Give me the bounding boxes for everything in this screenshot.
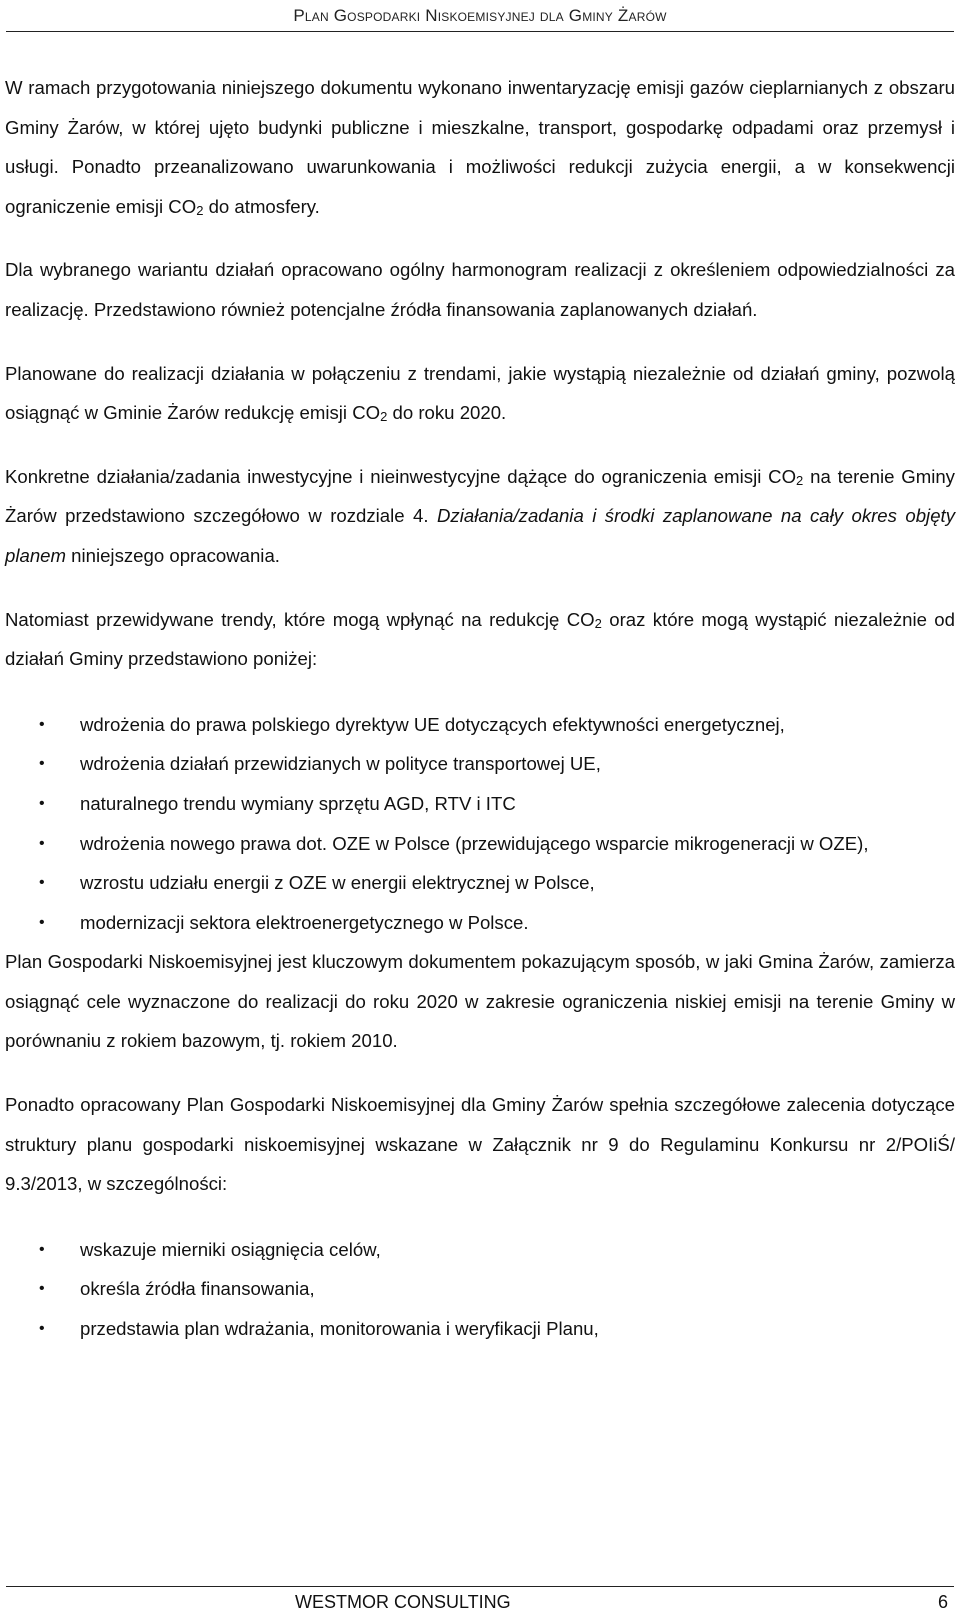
list-item: • wdrożenia działań przewidzianych w polityce transportowej UE, xyxy=(5,744,955,784)
list-item: • określa źródła finansowania, xyxy=(5,1269,955,1309)
list-item: • naturalnego trendu wymiany sprzętu AGD, RTV i ITC xyxy=(5,784,955,824)
paragraph-trends: Natomiast przewidywane trendy, które mogą wpłynąć na redukcję $CO_2$ oraz które mogą wystąpić niezależnie od działań Gminy przedstawiono poniżej: xyxy=(5,608,955,670)
chapter-title-italic: Działania/zadania i środki zaplanowane na cały okres objęty planem xyxy=(5,505,955,566)
page-header xyxy=(0,0,960,34)
page-number: 6 xyxy=(937,1592,948,1612)
list-item: • wdrożenia nowego prawa dot. OZE w Polsce (przewidującego wsparcie mikrogeneracji w OZE), xyxy=(5,824,955,864)
trends-list xyxy=(5,705,955,943)
paragraph-specific-actions: Konkretne działania/zadania inwestycyjne i nieinwestycyjne dążące do ograniczenia emisji $CO_2$ na terenie Gminy Żarów przedstawiono szczegółowo w rozdziale 4. Działania/zadania i środki zaplanowane na cały okres objęty planem niniejszego opracowania. xyxy=(5,465,955,566)
requirements-list xyxy=(5,1230,955,1349)
list-item: • przedstawia plan wdrażania, monitorowania i weryfikacji Planu, xyxy=(5,1309,955,1349)
list-item: • modernizacji sektora elektroenergetycznego w Polsce. xyxy=(5,903,955,943)
page-footer xyxy=(0,1586,960,1617)
paragraph-schedule: Dla wybranego wariantu działań opracowano ogólny harmonogram realizacji z określeniem odpowiedzialności za realizację. Przedstawiono również potencjalne źródła finansowania zaplanowanych działań. xyxy=(5,259,955,320)
list-item: • wzrostu udziału energii z OZE w energii elektrycznej w Polsce, xyxy=(5,863,955,903)
footer-divider xyxy=(6,1586,954,1587)
document-body xyxy=(5,68,955,1349)
paragraph-inventory: W ramach przygotowania niniejszego dokumentu wykonano inwentaryzację emisji gazów cieplarnianych z obszaru Gminy Żarów, w której ujęto budynki publiczne i mieszkalne, transport, gospodarkę odpadami oraz przemysł i usługi. Ponadto przeanalizowano uwarunkowania i możliwości redukcji zużycia energii, a w konsekwencji ograniczenie emisji $CO_2$ do atmosfery. xyxy=(5,77,955,218)
list-item: • wskazuje mierniki osiągnięcia celów, xyxy=(5,1230,955,1270)
list-item: • wdrożenia do prawa polskiego dyrektyw UE dotyczących efektywności energetycznej, xyxy=(5,705,955,745)
running-title: Plan Gospodarki Niskoemisyjnej dla Gminy Żarów xyxy=(293,6,667,25)
header-divider xyxy=(6,31,954,32)
paragraph-plan-key-document: Plan Gospodarki Niskoemisyjnej jest kluczowym dokumentem pokazującym sposób, w jaki Gmina Żarów, zamierza osiągnąć cele wyznaczone do realizacji do roku 2020 w zakresie ograniczenia niskiej emisji na terenie Gminy w porównaniu z rokiem bazowym, tj. rokiem 2010. xyxy=(5,951,955,1052)
paragraph-planned-actions: Planowane do realizacji działania w połączeniu z trendami, jakie wystąpią niezależnie od działań gminy, pozwolą osiągnąć w Gminie Żarów redukcję emisji $CO_2$ do roku 2020. xyxy=(5,362,955,425)
footer-company: WESTMOR CONSULTING xyxy=(295,1592,511,1612)
paragraph-requirements: Ponadto opracowany Plan Gospodarki Niskoemisyjnej dla Gminy Żarów spełnia szczegółowe zalecenia dotyczące struktury planu gospodarki niskoemisyjnej wskazane w Załącznik nr 9 do Regulaminu Konkursu nr 2/POIiŚ/ 9.3/2013, w szczególności: xyxy=(5,1094,955,1195)
